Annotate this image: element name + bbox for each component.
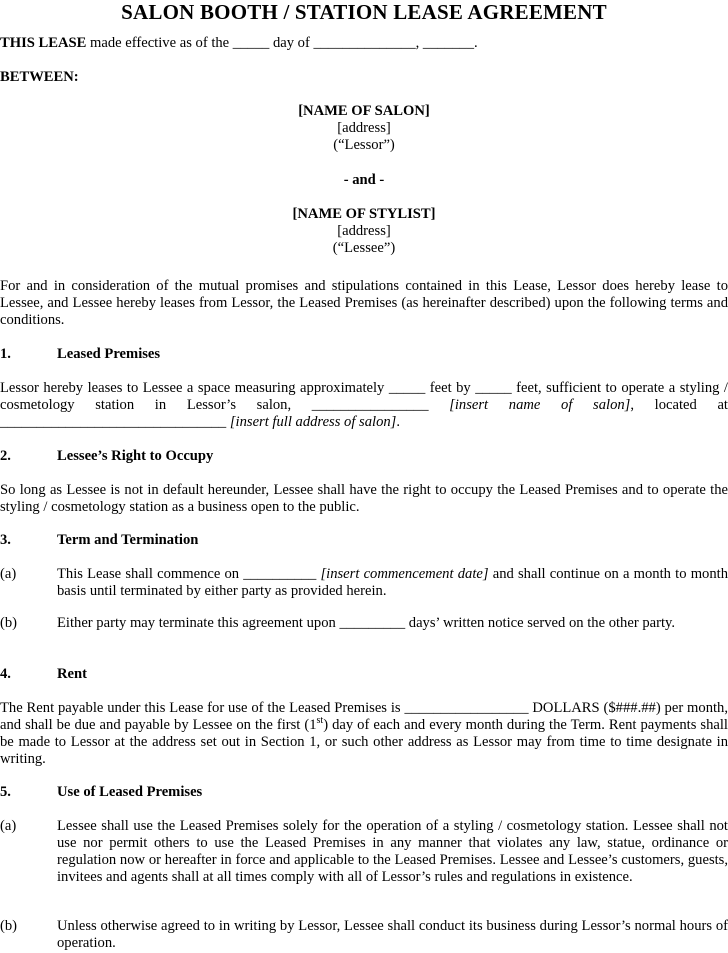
lessor-address: [address]: [337, 120, 391, 136]
section-3a-paragraph: [57, 566, 728, 600]
section-5a-paragraph: Lessee shall use the Leased Premises solely for the operation of a styling / cosmetology station. Lessee shall not use nor permit others to use the Leased Premises in any manner that violates any law, statue, ordinance or regulation now or hereafter in force and applicable to the Leased Premises. Lessee and Lessee’s customers, guests, invitees and agents shall at all times comply with all of Lessor’s rules and regulations in existence.: [57, 818, 728, 885]
section-5-title: Use of Leased Premises: [57, 784, 203, 800]
section-3a-text-1: This Lease shall commence on __________: [57, 566, 321, 582]
recital-paragraph: For and in consideration of the mutual promises and stipulations contained in this Lease, Lessor does hereby lease to Lessee, and Lessee hereby leases from Lessor, the Leased Premises (as hereinafter described) upon the following terms and conditions.: [0, 278, 728, 328]
between-label: BETWEEN:: [0, 69, 79, 85]
section-5-number: 5.: [0, 784, 11, 800]
section-1-salon-name-insert: [insert name of salon]: [449, 397, 631, 413]
effective-date-text: made effective as of the _____ day of ______________, _______.: [90, 35, 478, 51]
section-5b-paragraph: Unless otherwise agreed to in writing by Lessor, Lessee shall conduct its business during Lessor’s normal hours of operation.: [57, 918, 728, 951]
section-3a-label: (a): [0, 566, 17, 582]
section-4-paragraph: [0, 700, 728, 768]
section-2-number: 2.: [0, 448, 11, 464]
lessee-alias: (“Lessee”): [332, 240, 396, 256]
section-4-title: Rent: [57, 666, 87, 682]
section-1-text-a: Lessor hereby leases to Lessee a space measuring approximately _____ feet by _____ feet, sufficient to operate a styling / cosmetology station in Lessor’s salon, ________________: [0, 380, 728, 413]
section-3b-label: (b): [0, 615, 18, 631]
section-4-superscript: st: [316, 715, 324, 727]
section-3a-text-2: and shall continue on a month to month basis until terminated by either party as provided herein.: [57, 566, 728, 599]
lessor-alias: (“Lessor”): [333, 137, 395, 153]
section-1-salon-address-insert: [insert full address of salon]: [229, 414, 397, 430]
lessor-name: [NAME OF SALON]: [298, 103, 430, 119]
section-1-paragraph: [0, 380, 728, 431]
section-2-title: Lessee’s Right to Occupy: [57, 448, 214, 464]
section-5a-label: (a): [0, 818, 17, 834]
section-1-text-c: .: [396, 414, 401, 430]
section-2-paragraph: So long as Lessee is not in default hereunder, Lessee shall have the right to occupy the Leased Premises and to operate the styling / cosmetology station as a business open to the public.: [0, 482, 728, 515]
section-1-text-b: , located at _______________________________: [0, 397, 728, 430]
section-3a-date-insert: [insert commencement date]: [320, 566, 489, 582]
section-4-number: 4.: [0, 666, 11, 682]
lessee-address: [address]: [337, 223, 391, 239]
effective-date-line: [0, 35, 728, 52]
lessee-name: [NAME OF STYLIST]: [292, 206, 436, 222]
document-title: SALON BOOTH / STATION LEASE AGREEMENT: [121, 0, 607, 24]
section-3-title: Term and Termination: [57, 532, 199, 548]
section-3-number: 3.: [0, 532, 11, 548]
lessor-block: [0, 103, 728, 154]
section-3b-paragraph: Either party may terminate this agreement upon _________ days’ written notice served on the other party.: [57, 615, 676, 631]
lessee-block: [0, 206, 728, 257]
this-lease-label: THIS LEASE: [0, 35, 87, 51]
section-4-text-2: ) day of each and every month during the Term. Rent payments shall be made to Lessor at the address set out in Section 1, or such other address as Lessor may from time to time designate in writing.: [0, 717, 728, 767]
and-separator: - and -: [343, 172, 385, 188]
section-1-title: Leased Premises: [57, 346, 161, 362]
section-5b-label: (b): [0, 918, 18, 934]
section-1-number: 1.: [0, 346, 11, 362]
section-4-text-1: The Rent payable under this Lease for use of the Leased Premises is _________________ DOLLARS ($###.##) per month, and shall be due and payable by Lessee on the first (1: [0, 700, 728, 733]
